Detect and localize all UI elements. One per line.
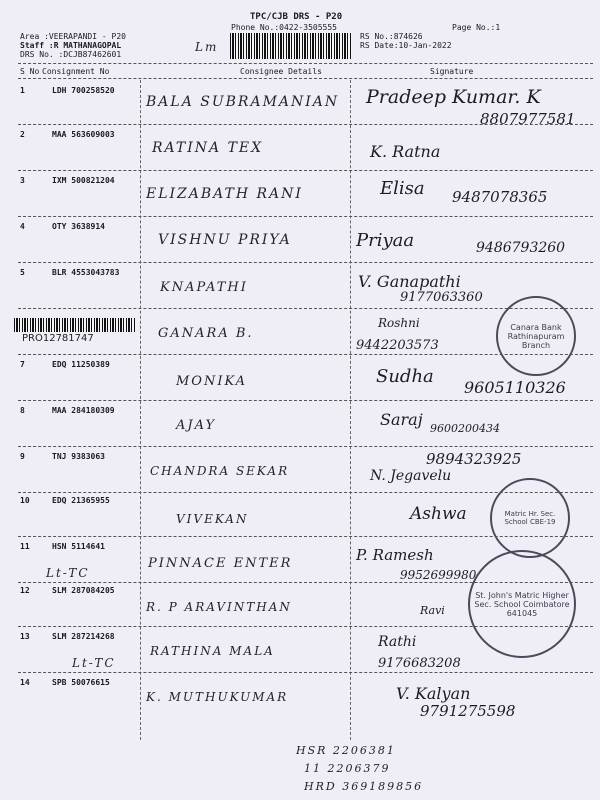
row-consignment: EDQ 11250389 [52,360,110,369]
row-consignment: SLM 287084205 [52,586,115,595]
row-phone: 9176683208 [378,656,461,671]
row-phone: 9177063360 [400,290,483,305]
row-consignee: RATHINA MALA [150,644,275,658]
row-consignee: K. MUTHUKUMAR [146,690,289,704]
column-divider-left [140,80,141,740]
row-phone: 9791275598 [420,702,516,720]
row-sno: 5 [20,268,25,277]
row-sno: 13 [20,632,30,641]
row-consignment: OTY 3638914 [52,222,105,231]
margin-note: Lt-TC [72,656,116,670]
drs-number: DRS No. :DCJB87462601 [20,50,122,59]
row-consignee: BALA SUBRAMANIAN [146,94,340,110]
row-consignee: RATINA TEX [152,140,264,156]
bank-stamp: Canara Bank Rathinapuram Branch [496,296,576,376]
row-signature: V. Kalyan [396,684,471,703]
row-consignee: ELIZABATH RANI [146,186,303,202]
row-rule [18,262,593,263]
row-phone: 9952699980 [400,568,477,582]
row-sno: 8 [20,406,25,415]
row-phone: 9600200434 [430,422,500,435]
column-consignment: Consignment No [42,67,110,76]
document-title: TPC/CJB DRS - P20 [250,12,343,22]
row-signature: Sudha [376,366,434,387]
row-consignee: PINNACE ENTER [148,556,293,571]
column-consignee: Consignee Details [240,67,322,76]
row-phone: 9442203573 [356,338,439,353]
row-phone: 9487078365 [452,188,548,206]
rs-date: RS Date:10-Jan-2022 [360,41,452,50]
header-top-rule [18,63,593,64]
header-barcode [230,33,352,59]
staff-label: Staff :R MATHANAGOPAL [20,41,122,50]
row-signature: Elisa [380,178,425,199]
row-rule [18,216,593,217]
row-consignee: CHANDRA SEKAR [150,464,290,478]
row-consignment: PRO12781747 [22,333,94,344]
footer-note: HSR 2206381 [296,744,396,757]
row-signature: N. Jegavelu [370,468,452,484]
row-signature: P. Ramesh [356,546,434,564]
row-rule [18,170,593,171]
school-stamp: Matric Hr. Sec. School CBE-19 [490,478,570,558]
row-consignment: BLR 4553043783 [52,268,120,277]
row-sno: 3 [20,176,25,185]
row-sno: 11 [20,542,30,551]
school-round-stamp: St. John's Matric Higher Sec. School Coimbatore 641045 [468,550,576,658]
row-consignee: MONIKA [176,374,248,389]
row-signature: V. Ganapathi [358,272,461,291]
initials-scribble: Lm [195,40,219,54]
row-signature: K. Ratna [370,142,441,161]
column-divider-right [350,80,351,740]
row-consignment: SLM 287214268 [52,632,115,641]
row-rule [18,536,593,537]
row-consignee: VISHNU PRIYA [158,232,292,248]
row-consignment: TNJ 9383063 [52,452,105,461]
row-sno: 7 [20,360,25,369]
margin-note: Lt-TC [46,566,90,580]
row-consignee: AJAY [176,418,217,433]
row-rule [18,354,593,355]
header-bottom-rule [18,78,593,79]
row-consignee: GANARA B. [158,326,254,341]
row-sno: 14 [20,678,30,687]
row-rule [18,626,593,627]
column-sno: S No [20,67,40,76]
row-consignment: EDQ 21365955 [52,496,110,505]
column-signature: Signature [430,67,474,76]
footer-note: HRD 369189856 [304,780,424,793]
area-label: Area :VEERAPANDI - P20 [20,32,126,41]
row-consignment: LDH 700258520 [52,86,115,95]
row-sno: 9 [20,452,25,461]
row-signature: Ashwa [410,504,467,524]
row-consignee: KNAPATHI [160,280,248,295]
row-consignee: VIVEKAN [176,512,249,526]
row-signature: Roshni [378,316,420,330]
row-rule [18,400,593,401]
phone-number: Phone No.:0422-3505555 [231,23,337,32]
row-consignment: IXM 500821204 [52,176,115,185]
row-phone: 9605110326 [464,378,566,397]
row-sno: 12 [20,586,30,595]
footer-note: 11 2206379 [304,762,391,775]
row-signature: Ravi [420,604,445,617]
row-sno: 1 [20,86,25,95]
row-consignment: MAA 563609003 [52,130,115,139]
row-sno: 4 [20,222,25,231]
rs-number: RS No.:874626 [360,32,423,41]
page-number: Page No.:1 [452,23,501,32]
row-phone: 9486793260 [476,240,566,256]
row-signature: Rathi [378,634,417,650]
row-consignment: MAA 284180309 [52,406,115,415]
row-rule [18,446,593,447]
row-sno: 2 [20,130,25,139]
row-rule [18,124,593,125]
row-consignee: R. P ARAVINTHAN [146,600,292,614]
row-phone: 8807977581 [480,110,576,128]
row-barcode [14,318,136,332]
row-sno: 10 [20,496,30,505]
row-consignment: HSN 5114641 [52,542,105,551]
row-phone: 9894323925 [426,450,522,468]
row-signature: Priyaa [356,230,415,251]
row-signature: Saraj [380,410,423,429]
row-signature: Pradeep Kumar. K [366,86,541,108]
row-consignment: SPB 50076615 [52,678,110,687]
row-rule [18,672,593,673]
